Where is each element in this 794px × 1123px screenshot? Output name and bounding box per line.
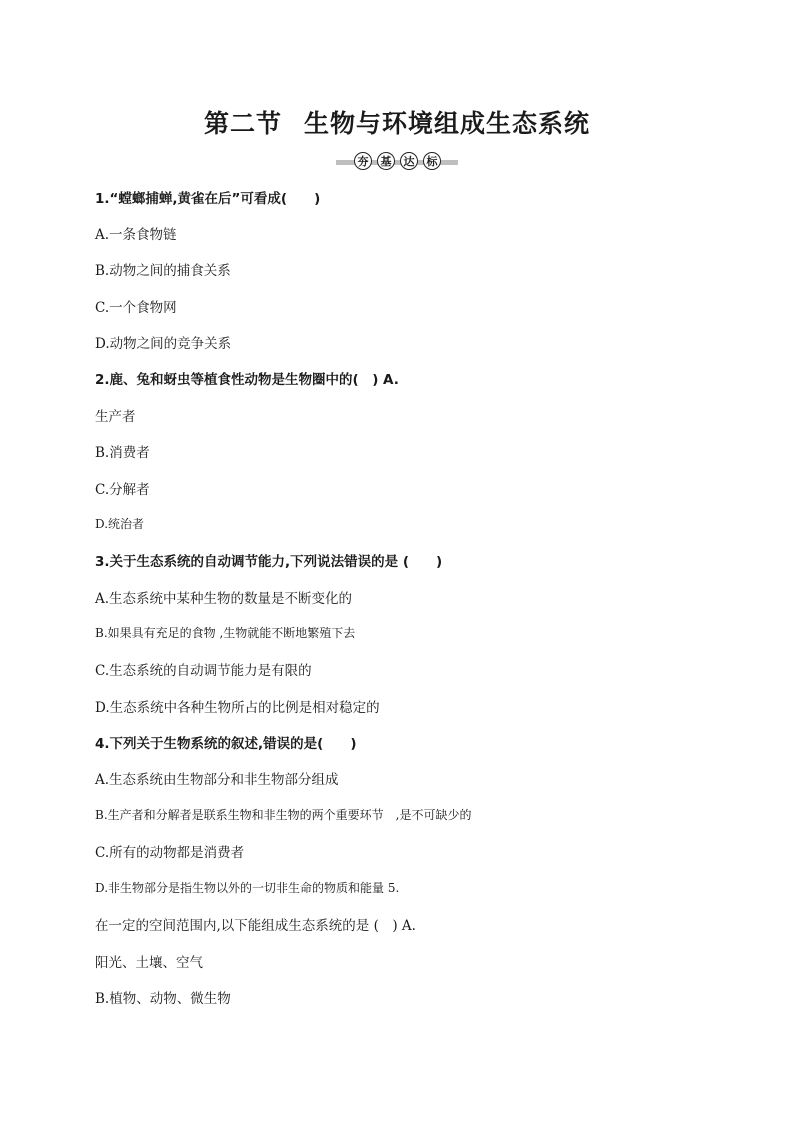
option-d: D.非生物部分是指生物以外的一切非生命的物质和能量 5. [95,881,400,895]
option-a: A.生态系统由生物部分和非生物部分组成 [95,772,339,788]
section-number: 第二节 [203,109,282,138]
option-c: C.一个食物网 [95,300,177,316]
question-2: 2.鹿、兔和蚜虫等植食性动物是生物圈中的( ) A. [95,372,399,388]
option-b: B.植物、动物、微生物 [95,991,231,1007]
option-b: B.消费者 [95,445,150,461]
option-a: A.生态系统中某种生物的数量是不断变化的 [95,591,353,607]
option-d: D.统治者 [95,517,145,531]
option-a: 生产者 [95,409,136,425]
option-a: A.一条食物链 [95,227,177,243]
question-4: 4.下列关于生物系统的叙述,错误的是( ) [95,736,357,752]
option-c: C.所有的动物都是消费者 [95,845,245,861]
question-3: 3.关于生态系统的自动调节能力,下列说法错误的是 ( ) [95,554,443,570]
option-b: B.如果具有充足的食物 ,生物就能不断地繁殖下去 [95,626,356,640]
option-b: B.动物之间的捕食关系 [95,263,231,279]
section-banner [336,152,458,172]
option-c: C.生态系统的自动调节能力是有限的 [95,663,312,679]
banner-char: 夯 [354,152,372,170]
option-b: B.生产者和分解者是联系生物和非生物的两个重要环节 ,是不可缺少的 [95,808,472,822]
banner-char: 达 [400,152,418,170]
question-1: 1.“螳螂捕蝉,黄雀在后”可看成( ) [95,191,321,207]
banner-char: 基 [377,152,395,170]
question-5: 在一定的空间范围内,以下能组成生态系统的是 ( ) A. [95,918,416,934]
page-title [0,104,794,140]
option-c: C.分解者 [95,482,150,498]
option-d: D.生态系统中各种生物所占的比例是相对稳定的 [95,700,380,716]
banner-char: 标 [423,152,441,170]
option-d: D.动物之间的竞争关系 [95,336,232,352]
option-a: 阳光、土壤、空气 [95,955,203,971]
section-title: 生物与环境组成生态系统 [304,109,591,138]
